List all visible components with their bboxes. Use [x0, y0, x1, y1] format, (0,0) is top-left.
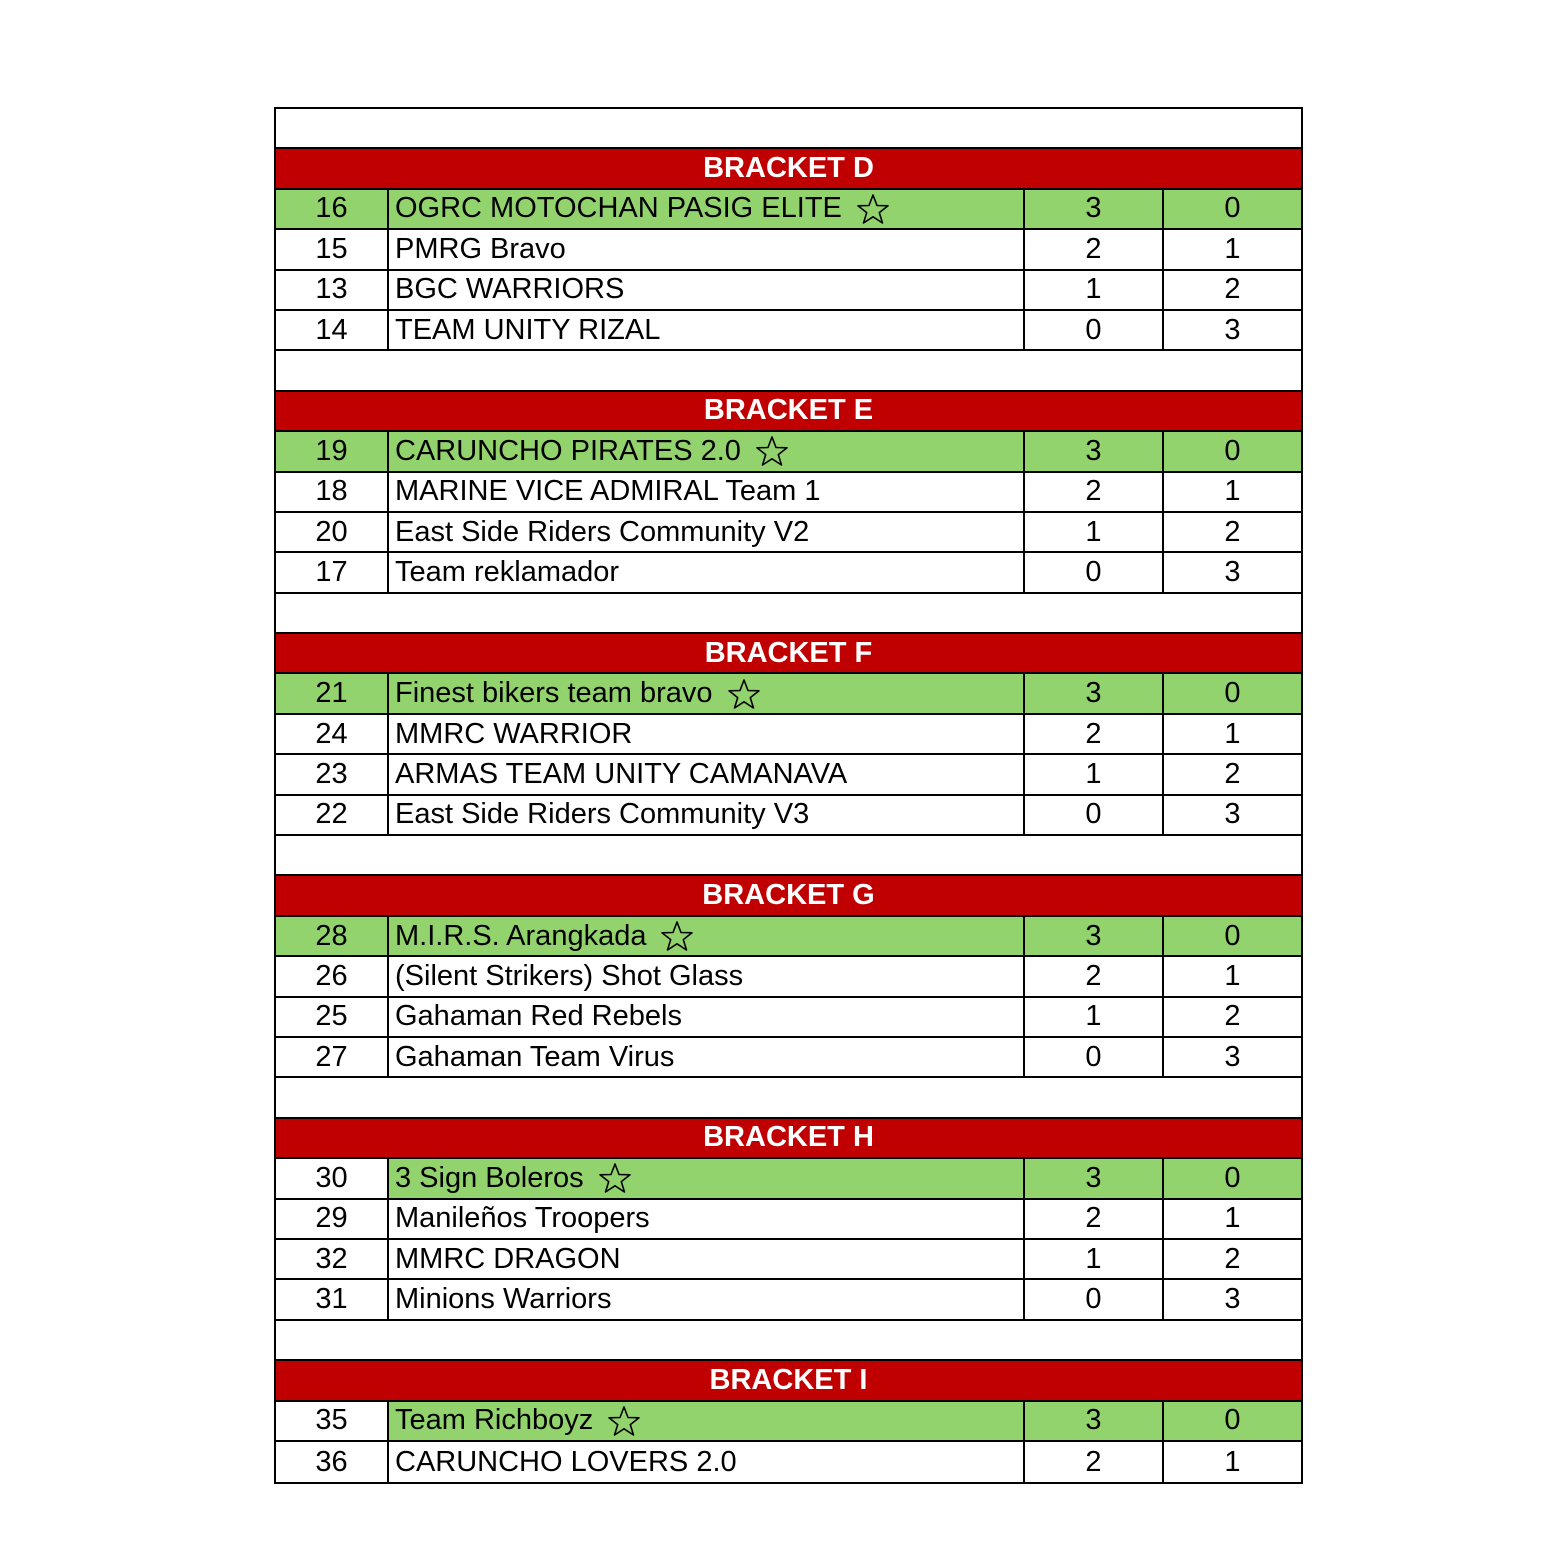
losses-value: 0 — [1224, 1161, 1241, 1194]
seed-value: 28 — [315, 919, 348, 952]
wins-value: 2 — [1085, 232, 1102, 265]
team-name: 3 Sign Boleros — [395, 1161, 584, 1194]
team-name: Minions Warriors — [395, 1283, 612, 1316]
wins-value: 3 — [1085, 434, 1102, 467]
table-row — [276, 1240, 1301, 1280]
seed-value: 20 — [315, 515, 348, 548]
seed-cell — [276, 1280, 389, 1318]
losses-cell — [1164, 553, 1301, 591]
losses-value: 2 — [1224, 515, 1241, 548]
seed-cell — [276, 1240, 389, 1278]
wins-cell — [1025, 917, 1164, 955]
wins-cell — [1025, 230, 1164, 268]
team-name: East Side Riders Community V3 — [395, 798, 810, 831]
team-name: CARUNCHO PIRATES 2.0 — [395, 434, 741, 467]
losses-cell — [1164, 473, 1301, 511]
seed-value: 36 — [315, 1445, 348, 1478]
wins-value: 1 — [1085, 757, 1102, 790]
losses-cell — [1164, 190, 1301, 228]
team-cell — [389, 715, 1025, 753]
team-cell — [389, 432, 1025, 470]
losses-value: 3 — [1224, 555, 1241, 588]
team-name: Finest bikers team bravo — [395, 677, 713, 710]
losses-value: 3 — [1224, 1040, 1241, 1073]
seed-value: 35 — [315, 1404, 348, 1437]
table-row — [276, 1442, 1301, 1482]
team-cell — [389, 1240, 1025, 1278]
team-name: MMRC WARRIOR — [395, 717, 633, 750]
seed-value: 31 — [315, 1283, 348, 1316]
team-cell — [389, 1038, 1025, 1076]
losses-value: 0 — [1224, 1404, 1241, 1437]
losses-cell — [1164, 1240, 1301, 1278]
bracket-header — [276, 1119, 1301, 1159]
seed-value: 29 — [315, 1202, 348, 1235]
losses-cell — [1164, 1442, 1301, 1482]
wins-value: 1 — [1085, 515, 1102, 548]
losses-cell — [1164, 917, 1301, 955]
bracket-header — [276, 634, 1301, 674]
team-cell — [389, 957, 1025, 995]
losses-cell — [1164, 271, 1301, 309]
losses-cell — [1164, 1402, 1301, 1440]
wins-value: 2 — [1085, 1202, 1102, 1235]
bracket-title: BRACKET I — [709, 1363, 868, 1396]
losses-value: 3 — [1224, 313, 1241, 346]
seed-value: 22 — [315, 798, 348, 831]
star-icon — [607, 1405, 641, 1437]
wins-value: 2 — [1085, 1445, 1102, 1478]
seed-value: 32 — [315, 1242, 348, 1275]
losses-cell — [1164, 674, 1301, 712]
losses-value: 1 — [1224, 717, 1241, 750]
seed-value: 14 — [315, 313, 348, 346]
star-icon — [727, 678, 761, 710]
bracket-title: BRACKET H — [703, 1121, 874, 1154]
losses-cell — [1164, 755, 1301, 793]
team-name: PMRG Bravo — [395, 232, 566, 265]
table-row — [276, 1402, 1301, 1442]
losses-cell — [1164, 1200, 1301, 1238]
losses-value: 2 — [1224, 273, 1241, 306]
wins-value: 2 — [1085, 959, 1102, 992]
wins-value: 3 — [1085, 1161, 1102, 1194]
table-row — [276, 553, 1301, 593]
losses-cell — [1164, 513, 1301, 551]
spacer-row — [276, 594, 1301, 634]
seed-cell — [276, 755, 389, 793]
bracket-title: BRACKET F — [704, 636, 873, 669]
wins-value: 3 — [1085, 1404, 1102, 1437]
star-icon — [598, 1162, 632, 1194]
wins-cell — [1025, 1200, 1164, 1238]
wins-value: 3 — [1085, 919, 1102, 952]
wins-value: 3 — [1085, 677, 1102, 710]
team-cell — [389, 190, 1025, 228]
losses-value: 1 — [1224, 1445, 1241, 1478]
wins-cell — [1025, 1038, 1164, 1076]
bracket-title: BRACKET E — [703, 394, 874, 427]
star-icon — [755, 435, 789, 467]
seed-cell — [276, 473, 389, 511]
team-name: CARUNCHO LOVERS 2.0 — [395, 1445, 737, 1478]
team-cell — [389, 998, 1025, 1036]
bracket-header — [276, 876, 1301, 916]
team-cell — [389, 917, 1025, 955]
seed-cell — [276, 957, 389, 995]
table-row — [276, 432, 1301, 472]
losses-cell — [1164, 230, 1301, 268]
seed-cell — [276, 190, 389, 228]
wins-cell — [1025, 271, 1164, 309]
table-row — [276, 230, 1301, 270]
team-cell — [389, 230, 1025, 268]
seed-cell — [276, 796, 389, 834]
wins-cell — [1025, 432, 1164, 470]
wins-value: 0 — [1085, 798, 1102, 831]
losses-value: 3 — [1224, 798, 1241, 831]
seed-value: 18 — [315, 475, 348, 508]
table-row — [276, 271, 1301, 311]
seed-cell — [276, 1038, 389, 1076]
spacer-row — [276, 836, 1301, 876]
seed-cell — [276, 230, 389, 268]
table-row — [276, 311, 1301, 351]
seed-cell — [276, 1200, 389, 1238]
losses-cell — [1164, 1038, 1301, 1076]
table-row — [276, 957, 1301, 997]
bracket-header — [276, 1361, 1301, 1401]
seed-value: 27 — [315, 1040, 348, 1073]
wins-cell — [1025, 190, 1164, 228]
spacer-row — [276, 1078, 1301, 1118]
wins-value: 0 — [1085, 1040, 1102, 1073]
bracket-title: BRACKET G — [702, 879, 875, 912]
table-row — [276, 1200, 1301, 1240]
seed-cell — [276, 715, 389, 753]
team-cell — [389, 1200, 1025, 1238]
seed-cell — [276, 432, 389, 470]
seed-value: 13 — [315, 273, 348, 306]
spacer-row — [276, 351, 1301, 391]
wins-value: 1 — [1085, 1000, 1102, 1033]
losses-value: 2 — [1224, 757, 1241, 790]
seed-cell — [276, 553, 389, 591]
team-name: Gahaman Red Rebels — [395, 1000, 682, 1033]
team-cell — [389, 1442, 1025, 1482]
seed-value: 25 — [315, 1000, 348, 1033]
seed-cell — [276, 1442, 389, 1482]
team-name: East Side Riders Community V2 — [395, 515, 810, 548]
wins-cell — [1025, 311, 1164, 349]
losses-cell — [1164, 311, 1301, 349]
star-icon — [856, 193, 890, 225]
table-row — [276, 755, 1301, 795]
wins-value: 0 — [1085, 555, 1102, 588]
wins-value: 3 — [1085, 192, 1102, 225]
bracket-header — [276, 392, 1301, 432]
bracket-title: BRACKET D — [703, 152, 874, 185]
losses-value: 2 — [1224, 1000, 1241, 1033]
team-name: Team Richboyz — [395, 1404, 594, 1437]
team-name: M.I.R.S. Arangkada — [395, 919, 647, 952]
losses-value: 1 — [1224, 232, 1241, 265]
seed-value: 19 — [315, 434, 348, 467]
seed-cell — [276, 674, 389, 712]
losses-cell — [1164, 796, 1301, 834]
seed-cell — [276, 917, 389, 955]
team-name: TEAM UNITY RIZAL — [395, 313, 661, 346]
spacer-row — [276, 109, 1301, 149]
wins-value: 1 — [1085, 1242, 1102, 1275]
wins-cell — [1025, 796, 1164, 834]
table-row — [276, 674, 1301, 714]
team-cell — [389, 513, 1025, 551]
losses-value: 0 — [1224, 919, 1241, 952]
team-cell — [389, 1402, 1025, 1440]
losses-value: 0 — [1224, 192, 1241, 225]
team-cell — [389, 271, 1025, 309]
wins-cell — [1025, 674, 1164, 712]
seed-value: 17 — [315, 555, 348, 588]
star-icon — [660, 920, 694, 952]
losses-value: 0 — [1224, 677, 1241, 710]
team-cell — [389, 473, 1025, 511]
losses-cell — [1164, 432, 1301, 470]
team-name: MMRC DRAGON — [395, 1242, 621, 1275]
seed-cell — [276, 1159, 389, 1197]
table-row — [276, 473, 1301, 513]
seed-value: 21 — [315, 677, 348, 710]
wins-cell — [1025, 553, 1164, 591]
table-row — [276, 917, 1301, 957]
losses-cell — [1164, 957, 1301, 995]
wins-cell — [1025, 473, 1164, 511]
table-row — [276, 1159, 1301, 1199]
wins-cell — [1025, 1159, 1164, 1197]
spacer-row — [276, 1321, 1301, 1361]
seed-value: 26 — [315, 959, 348, 992]
team-cell — [389, 674, 1025, 712]
losses-value: 1 — [1224, 1202, 1241, 1235]
wins-cell — [1025, 1280, 1164, 1318]
seed-value: 23 — [315, 757, 348, 790]
losses-cell — [1164, 715, 1301, 753]
losses-value: 1 — [1224, 475, 1241, 508]
table-row — [276, 998, 1301, 1038]
wins-cell — [1025, 998, 1164, 1036]
wins-cell — [1025, 1402, 1164, 1440]
team-cell — [389, 755, 1025, 793]
team-name: BGC WARRIORS — [395, 273, 625, 306]
team-cell — [389, 1280, 1025, 1318]
wins-value: 0 — [1085, 1283, 1102, 1316]
team-name: MARINE VICE ADMIRAL Team 1 — [395, 475, 821, 508]
table-row — [276, 190, 1301, 230]
team-name: ARMAS TEAM UNITY CAMANAVA — [395, 757, 848, 790]
losses-cell — [1164, 1280, 1301, 1318]
losses-value: 1 — [1224, 959, 1241, 992]
losses-cell — [1164, 998, 1301, 1036]
seed-value: 16 — [315, 192, 348, 225]
seed-value: 30 — [315, 1161, 348, 1194]
wins-cell — [1025, 715, 1164, 753]
table-row — [276, 1280, 1301, 1320]
team-cell — [389, 553, 1025, 591]
team-cell — [389, 1159, 1025, 1197]
losses-cell — [1164, 1159, 1301, 1197]
seed-value: 15 — [315, 232, 348, 265]
seed-value: 24 — [315, 717, 348, 750]
seed-cell — [276, 311, 389, 349]
table-row — [276, 715, 1301, 755]
wins-cell — [1025, 1442, 1164, 1482]
wins-cell — [1025, 957, 1164, 995]
seed-cell — [276, 1402, 389, 1440]
wins-value: 2 — [1085, 475, 1102, 508]
team-cell — [389, 796, 1025, 834]
losses-value: 0 — [1224, 434, 1241, 467]
team-name: Manileños Troopers — [395, 1202, 650, 1235]
standings-sheet — [274, 107, 1303, 1484]
wins-cell — [1025, 513, 1164, 551]
wins-value: 2 — [1085, 717, 1102, 750]
team-cell — [389, 311, 1025, 349]
seed-cell — [276, 513, 389, 551]
table-row — [276, 796, 1301, 836]
losses-value: 2 — [1224, 1242, 1241, 1275]
wins-cell — [1025, 755, 1164, 793]
seed-cell — [276, 271, 389, 309]
losses-value: 3 — [1224, 1283, 1241, 1316]
wins-value: 1 — [1085, 273, 1102, 306]
team-name: Team reklamador — [395, 555, 620, 588]
wins-value: 0 — [1085, 313, 1102, 346]
team-name: Gahaman Team Virus — [395, 1040, 675, 1073]
table-row — [276, 1038, 1301, 1078]
seed-cell — [276, 998, 389, 1036]
team-name: OGRC MOTOCHAN PASIG ELITE — [395, 192, 842, 225]
table-row — [276, 513, 1301, 553]
bracket-header — [276, 149, 1301, 189]
team-name: (Silent Strikers) Shot Glass — [395, 959, 744, 992]
wins-cell — [1025, 1240, 1164, 1278]
